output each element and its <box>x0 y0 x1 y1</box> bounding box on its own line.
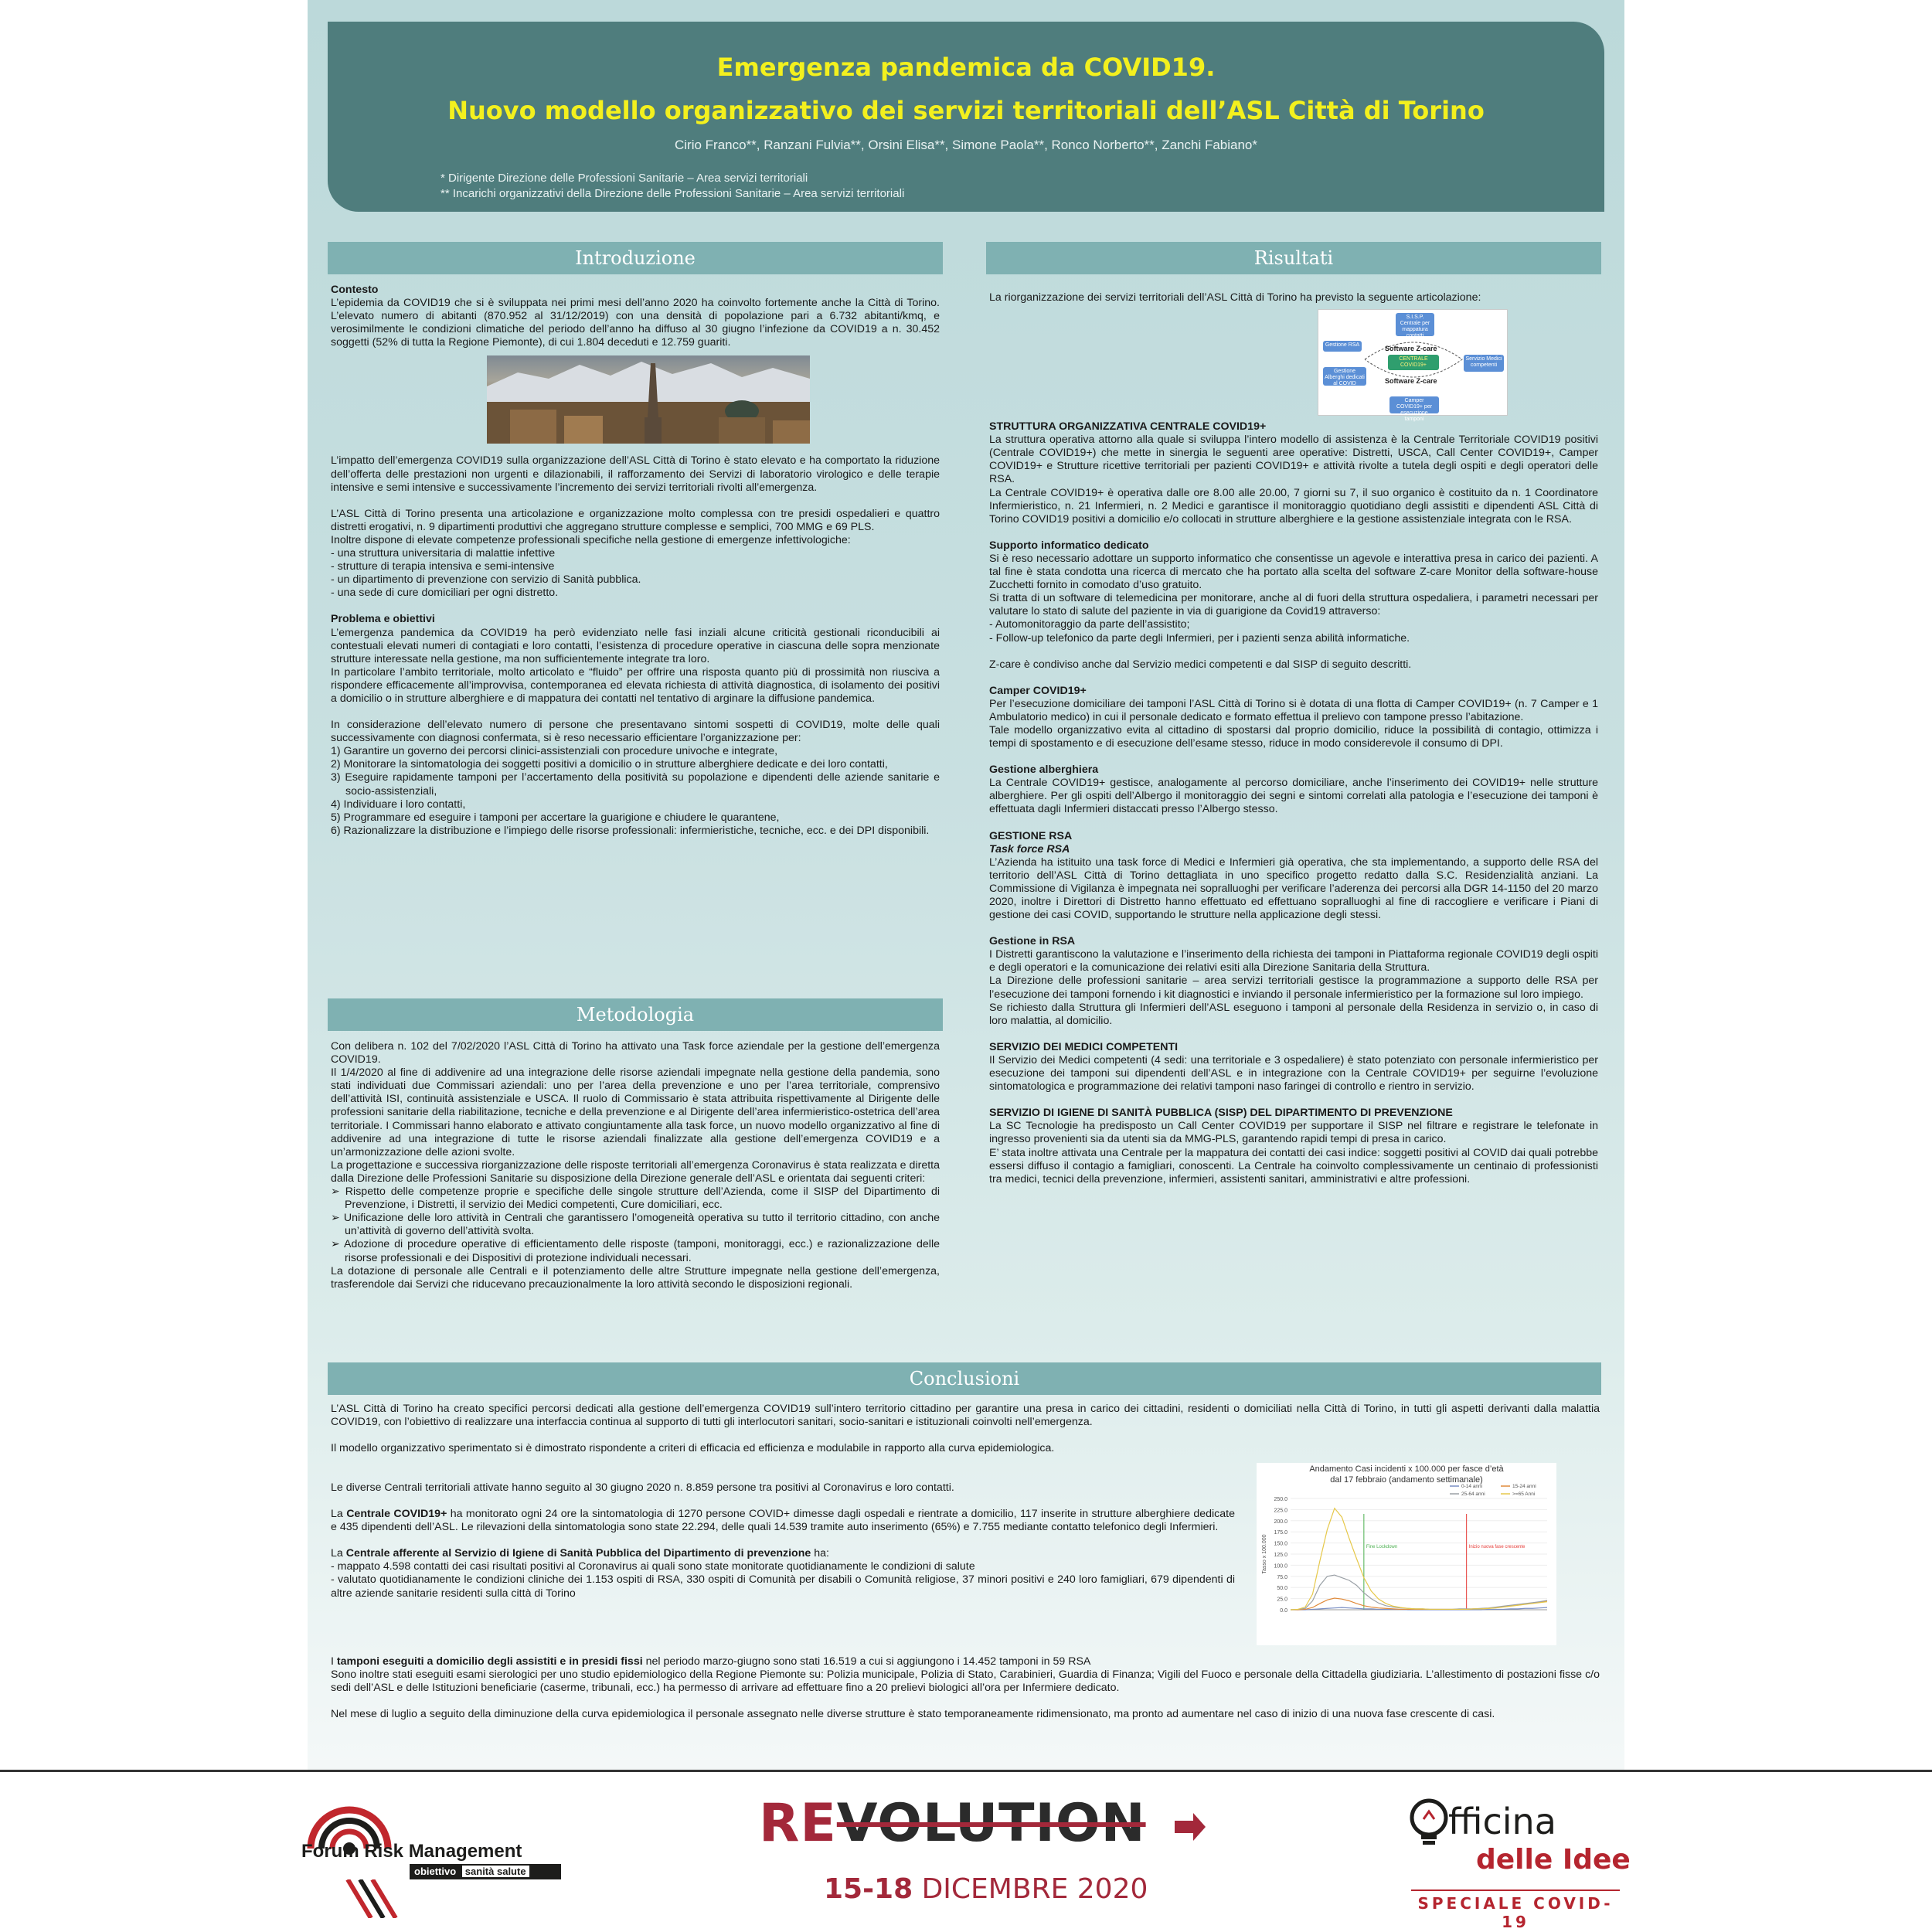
supporto-heading: Supporto informatico dedicato <box>989 539 1149 552</box>
criteria-item: ➢ Unificazione delle loro attività in Centrali che garantissero l’omogeneità operativa su tutto il territorio cittadino, con anche un’attività di governo dell’attività svolta. <box>331 1212 940 1238</box>
chart-legend-label: 25-64 anni <box>1461 1492 1485 1497</box>
conclusioni-body-top <box>331 1403 1600 1455</box>
centrale-node: CENTRALE COVID19+ <box>1388 355 1439 370</box>
risultati-intro: La riorganizzazione dei servizi territoriali dell’ASL Città di Torino ha previsto la seguente articolazione: <box>989 291 1481 304</box>
text-span: La <box>331 1508 347 1521</box>
chart-y-tick-label: 150.0 <box>1274 1541 1287 1547</box>
objective-item: 6) Razionalizzare la distribuzione e l’impiego delle risorse professionali: infermieristiche, tecniche, ecc. e dei DPI disponibili. <box>331 824 930 837</box>
conclusioni-text-1: L’ASL Città di Torino ha creato specifici percorsi dedicati alla gestione dell’emergenza COVID19 sull’intero territorio cittadino per garantire una presa in carico dei cittadini, residenti o domiciliati nella Città di Torino, in tutti gli aspetti derivanti dalla malattia COVID19, con l’obiettivo di realizzare una interfaccia continua al supporto di tutti gli interlocutori sanitari, socio-sanitari e istituzionali coinvolti nell’emergenza. <box>331 1403 1600 1429</box>
affiliation-2: ** Incarichi organizzativi della Direzione delle Professioni Sanitarie – Area servizi territoriali <box>440 187 905 200</box>
struttura-text-2: La Centrale COVID19+ è operativa dalle ore 8.00 alle 20.00, 7 giorni su 7, il suo organico è costituito da n. 1 Coordinatore Infermieristico, n. 21 Infermieri, n. 2 Medici e garantisce il monitoraggio quotidiano degli assistiti e dipendenti ASL Città di Torino COVID19 positivi a domicilio e/o collocati in strutture alberghiere e la gestione assistenziale integrata con le RSA. <box>989 486 1598 526</box>
sisp-heading: SERVIZIO DI IGIENE DI SANITÀ PUBBLICA (SISP) DEL DIPARTIMENTO DI PREVENZIONE <box>989 1107 1453 1120</box>
risultati-heading: Risultati <box>986 242 1601 274</box>
taskforce-text: L’Azienda ha istituito una task force di Medici e Infermieri già operativa, che sta implementando, a supporto delle RSA del territorio dell’ASL Città di Torino dettagliata in uno specifico progetto redatto dalla S.C. Residenzialità anziani. La Commissione di Vigilanza è impegnata nei sopralluoghi per verificare l’aderenza dei percorsi alla DGR 14-1150 del 20 marzo 2020, inoltre i Direttori di Distretto hanno effettuato ed effettuano sopralluoghi al fine di raccogliere e verificare i Piani di gestione dei casi COVID, supportando le strutture nella applicazione degli stessi. <box>989 855 1598 922</box>
turin-skyline-image <box>487 355 810 444</box>
speciale-covid-text: SPECIALE COVID-19 <box>1411 1889 1620 1931</box>
objective-item: 3) Eseguire rapidamente tamponi per l’accertamento della positività su popolazione e dipendenti delle aziende sanitarie e socio-assistenziali, <box>331 771 940 798</box>
turin-skyline-photo <box>487 355 810 444</box>
authors: Cirio Franco**, Ranzani Fulvia**, Orsini Elisa**, Simone Paola**, Ronco Norberto**, Zanchi Fabiano* <box>674 138 1258 152</box>
bold-span: tamponi eseguiti a domicilio degli assistiti e in presidi fissi <box>336 1655 643 1668</box>
chart-y-tick-label: 50.0 <box>1277 1586 1287 1592</box>
forum-risk-management-logo-icon <box>303 1794 396 1879</box>
chart-legend-label: >=65 Anni <box>1512 1492 1536 1497</box>
conclusioni-text-5 <box>331 1547 1235 1560</box>
frm-tagline-a: obiettivo <box>414 1866 457 1877</box>
chart-subtitle: dal 17 febbraio (andamento settimanale) <box>1330 1475 1483 1485</box>
chart-y-tick-label: 0.0 <box>1280 1608 1287 1614</box>
poster-title-line2: Nuovo modello organizzativo dei servizi territoriali dell’ASL Città di Torino <box>447 96 1485 125</box>
metodologia-body <box>331 1040 940 1291</box>
struttura-heading: STRUTTURA ORGANIZZATIVA CENTRALE COVID19+ <box>989 420 1267 434</box>
sisp-node: S.I.S.P. Centrale per mappatura contatti <box>1396 313 1434 336</box>
struttura-text-1: La struttura operativa attorno alla quale si sviluppa l’intero modello di assistenza è la Centrale Territoriale COVID19 positivi (Centrale COVID19+) che mette in sinergia le seguenti aree operative: Distretti, USCA, Call Center COVID19+, Camper COVID19+ e Strutture ricettive territoriali per pazienti COVID19+ e attività rivolte a tutela degli ospiti e degli operatori delle RSA. <box>989 434 1598 486</box>
list-item: - strutture di terapia intensiva e semi-intensive <box>331 560 555 573</box>
conclusioni-text-7: Sono inoltre stati eseguiti esami sierologici per uno studio epidemiologico della Regione Piemonte su: Polizia municipale, Polizia di Stato, Carabinieri, Guardia di Finanza; Vigili del Fuoco e personale della Cittadella giudiziaria. L’allestimento di postazioni fisse c/o sedi dell’ASL e delle Istituzioni beneficiarie (caserme, tribunali, ecc.) ha permesso di arrivare ad effettuare fino a 20 prelievi biologici all’ora per Infermiere dedicato. <box>331 1668 1600 1695</box>
contesto-text: L’epidemia da COVID19 che si è sviluppata nei primi mesi dell’anno 2020 ha coinvolto fortemente anche la Città di Torino. L’elevato numero di abitanti (870.952 al 31/12/2019) con una densità di popolazione pari a 6.732 abitanti/kmq, e verosimilmente le condizioni climatiche del periodo dell’anno ha diffuso al 30 giugno l’infezione da COVID19 a n. 30.452 soggetti (52% di tutta la Regione Piemonte), di cui 1.804 deceduti e 12.759 guariti. <box>331 297 940 349</box>
gestione-rsa-text-2: La Direzione delle professioni sanitarie – area servizi territoriali gestisce la programmazione a supporto delle RSA per l’esecuzione dei tamponi fornendo i kit diagnostici e inviando il personale infermieristico per la formazione sul loro impiego. <box>989 975 1598 1001</box>
conclusioni-body-bottom <box>331 1655 1600 1721</box>
gestione-rsa-text-1: I Distretti garantiscono la valutazione e l’inserimento della richiesta dei tamponi in Piattaforma regionale COVID19 degli ospiti e degli operatori e la comunicazione dei relativi esiti alla Direzione Sanitaria della Struttura. <box>989 948 1598 975</box>
supporto-text-1: Si è reso necessario adottare un supporto informatico che consentisse un agevole e interattiva presa in carico dei pazienti. A tal fine è stata condotta una ricerca di mercato che ha portato alla scelta del software Z-care Monitor della software-house Zucchetti fornito in comodato d’uso gratuito. <box>989 552 1598 592</box>
problema-text-2: In particolare l’ambito territoriale, molto articolato e “fluido” per offrire una risposta quanto più di prossimità non riusciva a rispondere efficacemente all’improvvisa, contemporanea ed elevata richiesta di attività diagnostica, di isolamento dei positivi a domicilio o in strutture alberghiere e di mappatura dei contatti nel tentativo di arginare la diffusione pandemica. <box>331 665 940 705</box>
objective-item: 1) Garantire un governo dei percorsi clinici-assistenziali con procedure univoche e integrate, <box>331 745 778 758</box>
criteria-item: ➢ Adozione di procedure operative di efficientamento delle risposte (tamponi, monitoraggi, ecc.) e razionalizzazione delle risorse professionali e dei Dispositivi di protezione individuali necessari. <box>331 1238 940 1264</box>
risultati-body <box>989 291 1598 1186</box>
problema-text-1: L’emergenza pandemica da COVID19 ha però evidenziato nelle fasi inziali alcune criticità gestionali riconducibili ai contestuali elevati numeri di contagiati e loro contatti, l’esistenza di procedure operative in ciascuna delle sopra menzionate strutture interessate nella gestione, ma non sufficientemente integrate tra loro. <box>331 626 940 665</box>
bold-span: Centrale COVID19+ <box>346 1508 447 1521</box>
poster-header <box>328 22 1604 212</box>
chart-annotation-label: Inizio nuova fase crescente <box>1468 1545 1526 1549</box>
revolution-logo <box>759 1793 1146 1854</box>
chart-plot <box>1257 1463 1556 1645</box>
chart-y-tick-label: 125.0 <box>1274 1553 1287 1558</box>
camper-node: Camper COVID19+ per esecuzione tamponi <box>1389 396 1439 413</box>
chart-y-axis-label: Tasso x 100.000 <box>1262 1534 1267 1574</box>
zcare-text: Z-care è condiviso anche dal Servizio medici competenti e dal SISP di seguito descritti. <box>989 658 1412 671</box>
chart-annotation-label: Fine Lockdown <box>1366 1545 1398 1549</box>
text-span: ha monitorato ogni 24 ore la sintomatologia di 1270 persone COVID+ dimesse dagli ospedali e rientrate a domicilio, 117 inserite in strutture alberghiere dedicate e 435 dipendenti dell’ASL. Le rilevazioni della sintomatologia sono state 22.294, delle quali 14.539 tramite auto inserimento (65%) e 7.755 mediante contatto telefonico degli Infermieri. <box>331 1508 1235 1534</box>
text-span: I <box>331 1655 337 1668</box>
taskforce-subheading: Task force RSA <box>989 842 1070 855</box>
chart-y-tick-label: 25.0 <box>1277 1597 1287 1603</box>
alberghi-node: Gestione Alberghi dedicati al COVID <box>1323 367 1366 386</box>
gestione-rsa-heading: Gestione in RSA <box>989 935 1076 948</box>
chart-y-tick-label: 225.0 <box>1274 1508 1287 1514</box>
objective-item: 5) Programmare ed eseguire i tamponi per accertare la guarigione e chiudere le quarantene, <box>331 811 780 824</box>
chart-y-tick-label: 175.0 <box>1274 1530 1287 1536</box>
commissari-text: Il 1/4/2020 al fine di addivenire ad una integrazione delle risorse aziendali impegnate nella gestione della pandemia, sono stati individuati due Commissari aziendali: uno per l’area della prevenzione e uno per l’area territoriale, comprensivo dell’attività ISI, continuità assistenziale e USCA. Il ruolo di Commissario è stata attribuita rispettivamente al Dirigente delle professioni sanitarie della riabilitazione, tecniche e della prevenzione e al Dirigente dell’area infermieristico-ostetrica dell’area territoriale. I Commissari hanno elaborato e attivato congiuntamente alla task force, un nuovo modello organizzativo al fine di addivenire ad una integrazione di tutte le risorse aziendali finalizzate alla gestione dell’emergenza COVID19 e a un’armonizzazione delle azioni svolte. <box>331 1066 940 1158</box>
rsa-heading: GESTIONE RSA <box>989 829 1073 842</box>
problema-text-3: In considerazione dell’elevato numero di persone che presentavano sintomi sospetti di COVID19, molte delle quali successivamente con diagnosi confermata, si è reso necessario efficientare l’organizzazione per: <box>331 719 940 745</box>
delle-idee-text: delle Idee <box>1476 1844 1631 1876</box>
frm-stripes-icon <box>340 1879 410 1918</box>
chart-y-tick-label: 200.0 <box>1274 1519 1287 1525</box>
sisp-text-1: La SC Tecnologie ha predisposto un Call Center COVID19 per supportare il SISP nel filtrare e registrare le telefonate in ingresso provenienti sia da utenti sia da MMG-PLS, garantendo rapidi tempi di presa in carico. <box>989 1120 1598 1146</box>
conclusioni-body-left <box>331 1481 1235 1600</box>
problema-heading: Problema e obiettivi <box>331 613 435 626</box>
poster <box>308 0 1624 1770</box>
list-item: - Follow-up telefonico da parte degli Infermieri, per i pazienti senza abilità informatiche. <box>989 631 1410 645</box>
medici-text: Il Servizio dei Medici competenti (4 sedi: una territoriale e 3 ospedaliere) è stato potenziato con personale infermieristico per esecuzione dei tamponi sui dipendenti dell’ASL e in integrazione con la Centrale COVID19+ per seguirne l’evoluzione sintomatologica e programmazione dei relativi tamponi naso faringei di controllo e rientro in servizio. <box>989 1053 1598 1094</box>
camper-text-1: Per l’esecuzione domiciliare dei tamponi l’ASL Città di Torino si è dotata di una flotta di Camper COVID19+ (n. 7 Camper e 1 Ambulatorio medico) in cui il personale dedicato e formato effettua il prelievo con tampone presso l’abitazione. <box>989 697 1598 723</box>
delibera-text: Con delibera n. 102 del 7/02/2020 l’ASL Città di Torino ha attivato una Task force aziendale per la gestione dell’emergenza COVID19. <box>331 1040 940 1066</box>
alberghiera-text: La Centrale COVID19+ gestisce, analogamente al percorso domiciliare, anche l’inserimento dei COVID19+ nelle strutture alberghiere. Per gli ospiti dell’Albergo il monitoraggio dei segni e sintomi correlati alla patologia e l’esecuzione dei tamponi è effettuata dagli Infermieri distaccati presso l’Albergo stesso. <box>989 777 1598 816</box>
list-item: - una sede di cure domiciliari per ogni distretto. <box>331 587 559 600</box>
text-span: nel periodo marzo-giugno sono stati 16.519 a cui si aggiungono i 14.452 tamponi in 59 RSA <box>642 1655 1091 1668</box>
conclusioni-text-3: Le diverse Centrali territoriali attivate hanno seguito al 30 giugno 2020 n. 8.859 persone tra positivi al Coronavirus e loro contatti. <box>331 1481 954 1494</box>
zcare-label-bottom: Software Z-care <box>1385 377 1437 386</box>
contesto-heading: Contesto <box>331 284 379 296</box>
camper-heading: Camper COVID19+ <box>989 684 1087 697</box>
lightbulb-icon <box>1408 1798 1450 1852</box>
chart-series-line <box>1291 1509 1547 1610</box>
gestione-rsa-text-3: Se richiesto dalla Struttura gli Infermieri dell’ASL eseguono i tamponi al personale della Residenza in servizio o, in caso di loro malattia, al domicilio. <box>989 1001 1598 1027</box>
conclusioni-text-2: Il modello organizzativo sperimentato si è dimostrato rispondente a criteri di efficacia ed efficienza e modulabile in rapporto alla curva epidemiologica. <box>331 1442 1055 1455</box>
chart-y-tick-label: 250.0 <box>1274 1497 1287 1502</box>
introduzione-body <box>331 284 940 838</box>
revolution-re: RE <box>759 1793 837 1854</box>
chart-title: Andamento Casi incidenti x 100.000 per fasce d’età <box>1309 1464 1504 1474</box>
conclusioni-heading: Conclusioni <box>328 1362 1601 1395</box>
list-item: - una struttura universitaria di malattie infettive <box>331 547 556 560</box>
chart-legend-label: 0-14 anni <box>1461 1484 1483 1489</box>
supporto-text-2: Si tratta di un software di telemedicina per monitorare, anche al di fuori della struttura ospedaliera, i parametri necessari per valutare lo stato di salute del paziente in via di guarigione da Covid19 attraverso: <box>989 592 1598 618</box>
text-span: La <box>331 1547 346 1560</box>
impatto-text: L’impatto dell’emergenza COVID19 sulla organizzazione dell’ASL Città di Torino è stato elevato e ha comportato la riduzione dell’offerta delle prestazioni non urgenti e dilazionabili, il rafforzamento dei Servizi di laboratorio virologico e delle terapie intensive e semi intensive e successivamente l’incremento dei servizi territoriali rivolti all’emergenza. <box>331 454 940 494</box>
event-dates <box>824 1873 1148 1905</box>
dates-bold: 15-18 <box>824 1873 913 1905</box>
revolution-arrow-icon <box>1175 1811 1206 1842</box>
competenze-text: Inoltre dispone di elevate competenze professionali specifiche nella gestione di emergenze infettivologiche: <box>331 533 851 546</box>
text-span: ha: <box>811 1547 829 1560</box>
affiliation-1: * Dirigente Direzione delle Professioni Sanitarie – Area servizi territoriali <box>440 172 808 185</box>
officina-logo-text: fficina <box>1448 1801 1556 1842</box>
zcare-label-top: Software Z-care <box>1385 345 1437 353</box>
list-item: - un dipartimento di prevenzione con servizio di Sanità pubblica. <box>331 573 641 587</box>
sisp-text-2: E’ stata inoltre attivata una Centrale per la mappatura dei contatti dei casi indice: soggetti positivi al COVID dai quali potrebbe essersi diffuso il contagio a famigliari, conoscenti. La Centrale ha coinvolto complessivamente un centinaio di professionisti tra medici, tecnici della prevenzione, infermieri, assistenti sanitari, amministrativi e altre professioni. <box>989 1146 1598 1185</box>
camper-text-2: Tale modello organizzativo evita al cittadino di spostarsi dal proprio domicilio, riduce la possibilità di contagio, ottimizza i tempi di spostamento e di esecuzione dell’esame stesso, riduce in modo considerevole il consumo di DPI. <box>989 723 1598 750</box>
objective-item: 4) Individuare i loro contatti, <box>331 798 466 811</box>
poster-title-line1: Emergenza pandemica da COVID19. <box>716 53 1216 82</box>
medici-node: Servizio Medici competenti <box>1464 355 1504 372</box>
list-item: - mappato 4.598 contatti dei casi risultati positivi al Coronavirus ai quali sono state monitorate quotidianamente le condizioni di salute <box>331 1560 975 1573</box>
frm-tagline-b: sanità salute <box>462 1866 529 1877</box>
list-item: - valutato quotidianamente le condizioni cliniche dei 1.153 ospiti di RSA, 330 ospiti di Comunità per disabili o Comunità religiose, 37 minori positivi e 240 loro famigliari, 679 dipendenti di altre aziende sanitarie residenti sulla città di Torino <box>331 1573 1235 1600</box>
chart-series-line <box>1291 1575 1547 1610</box>
alberghiera-heading: Gestione alberghiera <box>989 764 1099 777</box>
chart-y-tick-label: 75.0 <box>1277 1574 1287 1580</box>
conclusioni-text-8: Nel mese di luglio a seguito della diminuzione della curva epidemiologica il personale assegnato nelle diverse strutture è stato temporaneamente ridimensionato, ma pronto ad aumentare nel caso di inizio di una nuova fase crescente di casi. <box>331 1708 1495 1721</box>
revolution-rest: VOLUTION <box>836 1793 1146 1854</box>
articolazione-text: L’ASL Città di Torino presenta una articolazione e organizzazione molto complessa con tre presidi ospedalieri e quattro distretti erogativi, n. 9 dipartimenti produttivi che aggregano strutture complesse e semplici, 700 MMG e 69 PLS. <box>331 507 940 533</box>
metodologia-heading: Metodologia <box>328 998 943 1031</box>
dates-rest: DICEMBRE 2020 <box>913 1873 1148 1905</box>
medici-heading: SERVIZIO DEI MEDICI COMPETENTI <box>989 1040 1179 1053</box>
organization-diagram <box>1318 309 1508 423</box>
dotazione-text: La dotazione di personale alle Centrali e il potenziamento delle altre Strutture impegnate nella gestione dell’emergenza, trasferendole dai Servizi che riducevano precauzionalmente la loro attività secondo le disposizioni regionali. <box>331 1264 940 1291</box>
frm-tagline <box>410 1864 561 1879</box>
criteria-item: ➢ Rispetto delle competenze proprie e specifiche delle singole strutture dell’Azienda, come il SISP del Dipartimento di Prevenzione, i Distretti, il servizio dei Medici competenti, Cure domiciliari, ecc. <box>331 1185 940 1212</box>
forum-risk-management-name: Forum Risk Management <box>301 1841 522 1862</box>
progettazione-text: La progettazione e successiva riorganizzazione delle risposte territoriali all’emergenza Coronavirus è stata realizzata e diretta dalla Direzione delle Professioni Sanitarie su disposizione della Direzione generale dell’ASL e orientata dai seguenti criteri: <box>331 1158 940 1185</box>
conclusioni-text-6 <box>331 1655 1600 1668</box>
introduzione-heading: Introduzione <box>328 242 943 274</box>
incidence-chart <box>1257 1463 1556 1645</box>
rsa-node: Gestione RSA <box>1323 341 1362 352</box>
conclusioni-text-4 <box>331 1508 1235 1534</box>
chart-legend-label: 15-24 anni <box>1512 1484 1536 1489</box>
bold-span: Centrale afferente al Servizio di Igiene di Sanità Pubblica del Dipartimento di prevenzione <box>345 1547 811 1560</box>
chart-y-tick-label: 100.0 <box>1274 1563 1287 1570</box>
list-item: - Automonitoraggio da parte dell’assistito; <box>989 618 1190 631</box>
objective-item: 2) Monitorare la sintomatologia dei soggetti positivi a domicilio o in strutture alberghiere dedicate e dei loro contatti, <box>331 758 888 771</box>
